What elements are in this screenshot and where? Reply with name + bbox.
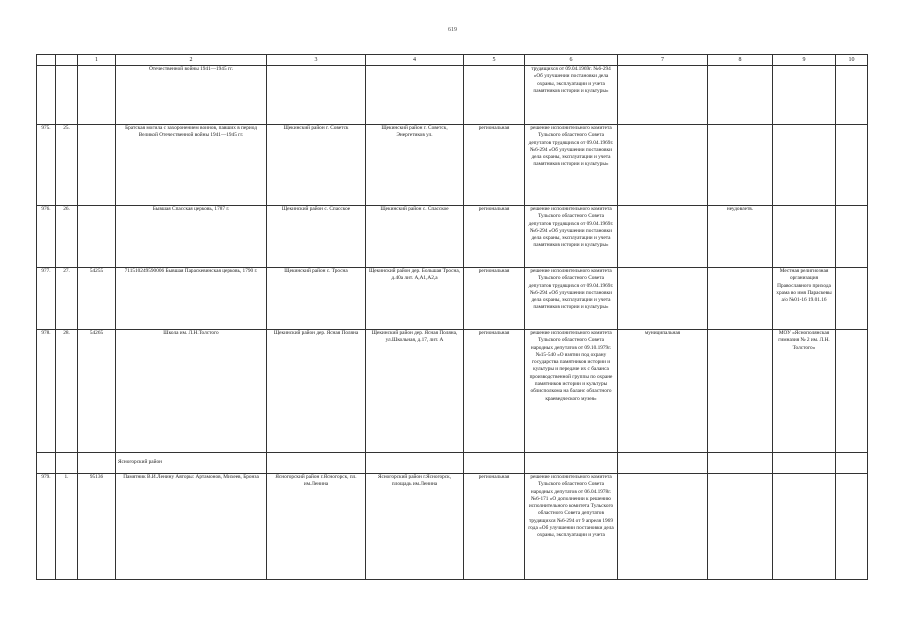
category: региональная [464,268,525,330]
monument-name: Школа им. Л.Н.Толстого [116,330,267,453]
location-district [267,66,366,125]
column-7-cell [618,206,708,268]
protection-decision: решение исполнительного комитета Тульского областного Совета депутатов трудящихся от 09.04.1969г. №6-294 «Об улучшении постановки дела охраны, эксплуатации и учета памятников истории и культуры» [525,268,618,330]
category: региональная [464,206,525,268]
registry-code: 54255 [78,268,116,330]
empty-cell [708,453,773,474]
protection-decision: решение исполнительного комитета Тульского областного Совета народных депутатов от 09.10.1979г. №15-540 «О взятии под охрану государства памятников истории и культуры и передаче их с баланса производственной группы по охране памятников истории и культуры облисполкома на баланс областного краеведческого музея» [525,330,618,453]
column-number: 6 [525,55,618,66]
sub-number: 25. [56,125,78,206]
column-8-cell [708,268,773,330]
row-number: 975. [37,125,56,206]
row-number: 976. [37,206,56,268]
column-8-cell: неудовлетв. [708,206,773,268]
empty-cell [366,453,464,474]
monument-name: Братская могила с захоронением воинов, павших в период Великой Отечественной войны 1941—1945 гг. [116,125,267,206]
sub-number: 27. [56,268,78,330]
column-11-cell [836,125,868,206]
location-address [366,66,464,125]
location-address: Ясногорский район г.Ясногорск, площадь им.Ленина [366,474,464,580]
monuments-register-table [36,54,868,580]
column-number [37,55,56,66]
column-9-cell [773,125,836,206]
column-9-cell [773,66,836,125]
location-address: Щекинский район дер. Ясная Поляна, ул.Школьная, д.17, лит. А [366,330,464,453]
table-row [37,330,868,453]
column-9-cell: МОУ «Яснополянская гимназия № 2 им. Л.Н. Толстого» [773,330,836,453]
location-district: Ясногорский район г.Ясногорск, пл. им.Ленина [267,474,366,580]
empty-cell [78,453,116,474]
location-district: Щекинский район г. Советск [267,125,366,206]
empty-cell [525,453,618,474]
location-address: Щекинский район дер. Большая Тросна, д.40а лит. А,А1,А2,а [366,268,464,330]
monument-name: Отечественной войны 1941—1945 гг. [116,66,267,125]
column-8-cell [708,125,773,206]
sub-number [56,66,78,125]
table-row [37,474,868,580]
column-7-cell: муниципальная [618,330,708,453]
sub-number: 28. [56,330,78,453]
registry-code [78,125,116,206]
category [464,66,525,125]
empty-cell [464,453,525,474]
column-number: 7 [618,55,708,66]
sub-number: 26. [56,206,78,268]
column-11-cell [836,330,868,453]
row-number [37,66,56,125]
row-number: 977. [37,268,56,330]
monument-name: Памятник В.И.Ленину Авторы: Артамонов, Михеев, Бронза [116,474,267,580]
row-number: 978. [37,330,56,453]
registry-code: 95136 [78,474,116,580]
column-11-cell [836,268,868,330]
table-row [37,206,868,268]
table-row [37,268,868,330]
empty-cell [267,453,366,474]
protection-decision: трудящихся от 09.04.1969г. №6-294 «Об улучшении постановки дела охраны, эксплуатации и учета памятников истории и культуры» [525,66,618,125]
column-number: 10 [836,55,868,66]
page-number: 619 [448,27,457,33]
column-11-cell [836,474,868,580]
column-7-cell [618,474,708,580]
category: региональная [464,330,525,453]
location-district: Щекинский район с. Тросна [267,268,366,330]
sub-number: 1. [56,474,78,580]
column-number: 4 [366,55,464,66]
protection-decision: решение исполнительного комитета Тульского областного Совета народных депутатов от 06.04.1978г. №6-171 «О дополнении к решению исполнительного комитета Тульского областного Совета депутатов трудящихся №6-294 от 9 апреля 1969 года «Об улучшении постановки дела охраны, эксплуатации и учета [525,474,618,580]
column-8-cell [708,330,773,453]
registry-code [78,66,116,125]
column-8-cell [708,66,773,125]
column-number: 9 [773,55,836,66]
column-9-cell: Местная религиозная организация Православного прихода храма во имя Параскевы а/о №01-16 19.01.16 [773,268,836,330]
empty-cell [773,453,836,474]
column-number [56,55,78,66]
column-11-cell [836,206,868,268]
column-9-cell [773,206,836,268]
table-row [37,125,868,206]
column-number: 5 [464,55,525,66]
column-number: 3 [267,55,366,66]
location-district: Щекинский район с. Спасское [267,206,366,268]
location-address: Щекинский район с. Спасское [366,206,464,268]
protection-decision: решение исполнительного комитета Тульского областного Совета депутатов трудящихся от 09.04.1969г. №6-294 «Об улучшении постановки дела охраны, эксплуатации и учета памятников истории и культуры» [525,206,618,268]
column-number-row [37,55,868,66]
column-7-cell [618,66,708,125]
location-address: Щекинский район г. Советск, Энергетиков ул. [366,125,464,206]
location-district: Щекинский район дер. Ясная Поляна [267,330,366,453]
section-title: Ясногорский район [116,453,267,474]
empty-cell [836,453,868,474]
monument-name: 711510249590006 Бывшая Параскевинская церковь, 1790 г. [116,268,267,330]
registry-code: 54265 [78,330,116,453]
column-number: 2 [116,55,267,66]
monument-name: Бывшая Спасская церковь, 1787 г. [116,206,267,268]
row-number: 979. [37,474,56,580]
empty-cell [56,453,78,474]
section-header-row [37,453,868,474]
category: региональная [464,125,525,206]
column-8-cell [708,474,773,580]
protection-decision: решение исполнительного комитета Тульского областного Совета депутатов трудящихся от 09.04.1969г. №6-294 «Об улучшении постановки дела охраны, эксплуатации и учета памятников истории и культуры» [525,125,618,206]
table-row [37,66,868,125]
column-7-cell [618,125,708,206]
column-number: 1 [78,55,116,66]
registry-code [78,206,116,268]
column-11-cell [836,66,868,125]
column-7-cell [618,268,708,330]
column-number: 8 [708,55,773,66]
column-9-cell [773,474,836,580]
category: региональная [464,474,525,580]
empty-cell [618,453,708,474]
empty-cell [37,453,56,474]
